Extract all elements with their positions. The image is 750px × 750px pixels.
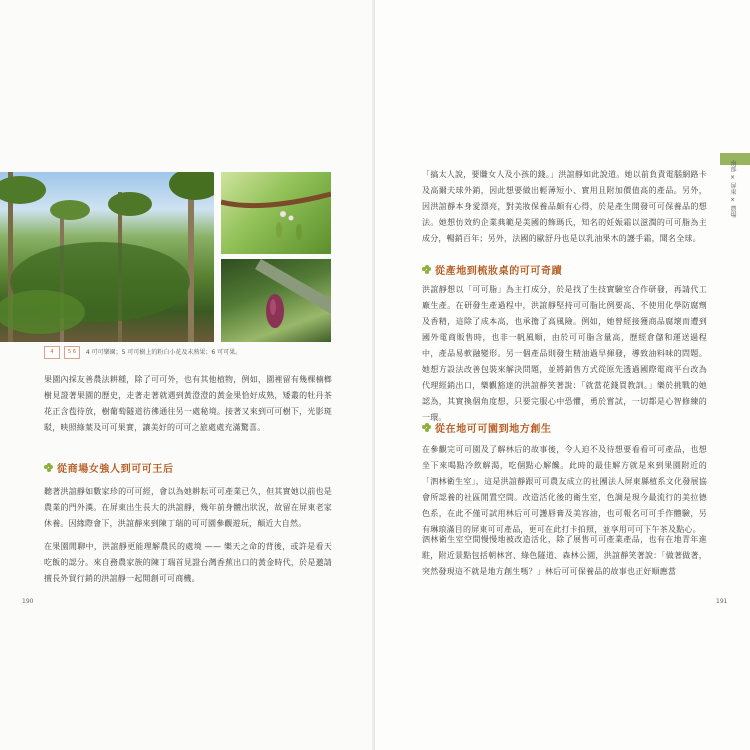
right-paragraph-4: 泗林衛生室空間慢慢地被改造活化，除了展售可可產業產品，也有在地青年進駐，附近景點包括朝林宮、綠色隧道、森林公園，洪誼靜笑著說：「做著做著，突然發現這不就是地方創生嗎？」林后可可保養品的故事也正好順應當 — [422, 535, 707, 576]
right-page — [375, 0, 750, 750]
section-heading-revitalization — [422, 418, 552, 436]
left-paragraph-3: 在果園閒聊中，洪誼靜更能理解農民的處境 —— 樂天之命的背後，或許是看天吃飯的認分。來自務農家族的陳丁瑞首見證台灣香蕉出口的黃金時代，於是邀請擅長外貿行銷的洪誼靜一起開創可可商機。 — [44, 542, 332, 583]
heading-text: 從在地可可園到地方創生 — [435, 423, 552, 435]
section-heading-vanity — [422, 260, 562, 278]
clover-icon — [422, 265, 431, 274]
right-paragraph-3: 在參觀完可可園及了解林后的故事後，令人迫不及待想要看看可可產品，也想坐下來喝點冷飲解渴，吃個點心解饞。此時的最佳解方就是來到果園附近的「泗林衛生室」，這是洪誼靜跟可可農友成立的社團法人屏東縣植系文化發展協會所認養的社區閒置空間。改造活化後的衛生室，色調是現今最流行的美拉德色系，在此不僅可試用林后可可護唇膏及美容油，也可報名可可手作體驗，另有琳琅滿目的屏東可可產品，更可在此打卡拍照，並享用可可下午茶及點心。 — [422, 445, 707, 534]
clover-icon — [422, 423, 431, 432]
caption-index-5-6: 5 6 — [64, 346, 80, 359]
photo-cacao-flowers — [221, 172, 331, 254]
photo-caption — [44, 346, 344, 360]
section-heading-queen — [44, 458, 174, 476]
page-number-left: 190 — [22, 598, 34, 605]
heading-text: 從商場女強人到可可王后 — [57, 463, 174, 475]
photo-cacao-pod — [221, 259, 331, 342]
right-paragraph-1: 「搞太人說，要賺女人及小孩的錢。」洪誼靜如此說道。她以前負責電腦網路卡及高爾夫球外銷，因此想要做出輕薄短小、實用且附加價值高的產品。另外，因洪誼靜本身愛漂亮，對美妝保養品頗有心得，於是產生開發可可保養品的想法。她想仿效約企業典範是美國的飾瑪氏，知名的妊娠霜以滋潤的可可脂為主成分，暢銷百年；另外，法國的歐舒丹也是以乳油果木的護手霜，聞名全球。 — [422, 170, 707, 243]
caption-text: 4 可可樂園；5 可可樹上的粉白小花及未熟果；6 可可果。 — [85, 349, 242, 356]
caption-index-4: 4 — [44, 346, 60, 359]
page-number-right: 191 — [716, 598, 728, 605]
heading-text: 從產地到梳妝桌的可可奇蹟 — [435, 265, 563, 277]
right-paragraph-2: 洪誼靜想以「可可脂」為主打成分，於是找了生技實驗室合作研發，再請代工廠生產。在研發生產過程中，洪誼靜堅持可可脂比例要高、不使用化學防腐劑及香精，這除了成本高，也承擔了高風險。例如，她曾經接獲商品腐壞而遭到國外電商販售時，也非一帆風順，由於可可脂含量高，歷經倉儲和運送過程中，產品易軟融變形。另一個產品則發生精油過早揮發，導致油料味的問題。她想方設法改善包裝來解決問題，並將銷售方式從原先透過國際電商平台改為代理經銷出口，樂觀豁達的洪誼靜笑著說：「就當花錢買教訓。」樂於挑戰的她認為，其實換個角度想，只要完服心中恐懼，勇於嘗試，一切都是心智修練的一環。 — [422, 285, 707, 422]
clover-icon — [44, 463, 53, 472]
left-paragraph-2: 聽著洪誼靜如數家珍的可可經，會以為她耕耘可可產業已久，但其實她以前也是農業的門外漢。在屏東出生長大的洪誼靜，幾年前身體出狀況，故留在屏東老家休養。因緣際會下，洪誼靜來到陳丁瑞的可可園參觀遊玩，顛近大自然。 — [44, 487, 332, 528]
chapter-nav-label: 南部 × 屏東 × 農場 — [729, 160, 736, 218]
photo-cacao-orchard — [0, 172, 214, 342]
orchard-illustration — [0, 172, 214, 342]
left-paragraph-1: 果園內採友善農法耕種，除了可可外，也有其他植物，例如，園裡留有幾棵楠榔樹見證著果園的歷史，走著走著就遇到黃澄澄的黃金果恰好成熟，矮叢的牡丹茶花正含苞待放，樹葡萄隧道彷彿通往另一處秘境。接著又來到可可樹下，光影斑駁，映照綠葉及可可果實，讓美好的可可之旅處處充滿驚喜。 — [44, 375, 332, 432]
